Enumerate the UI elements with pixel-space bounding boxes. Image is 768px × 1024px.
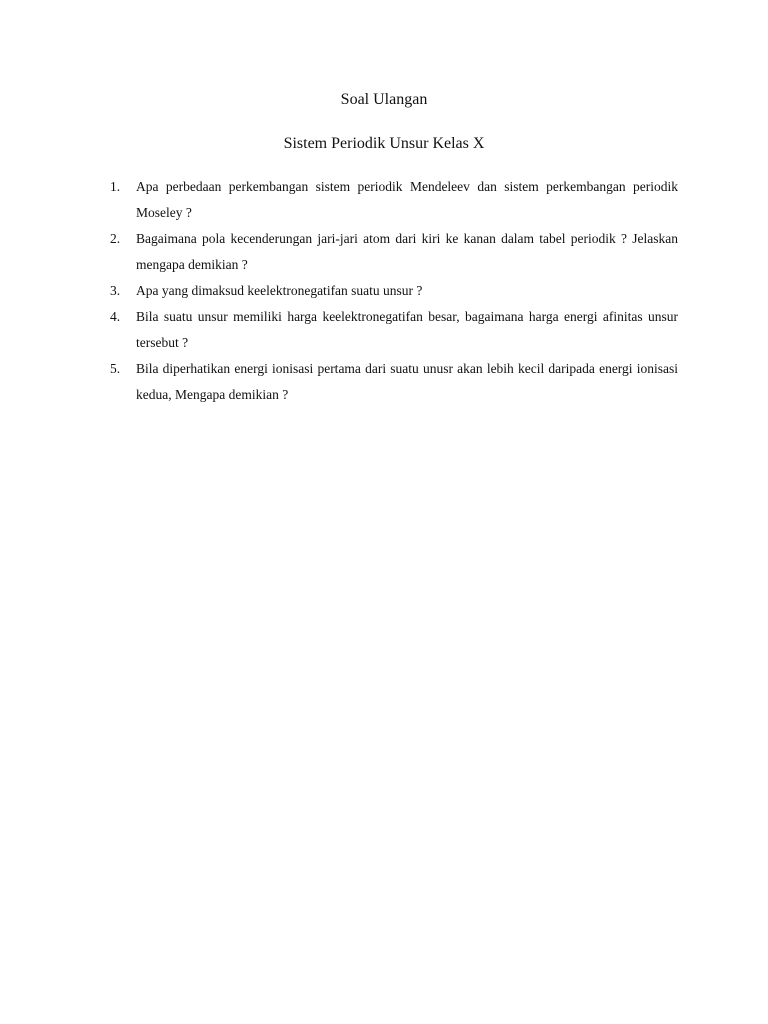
question-item-2 [110,226,678,278]
question-number: 1. [110,179,121,194]
question-item-5 [110,356,678,408]
question-text: Bila diperhatikan energi ionisasi pertama dari suatu unusr akan lebih kecil daripada energi ionisasi kedua, Mengapa demikian ? [136,361,678,402]
question-number: 3. [110,283,121,298]
question-item-4 [110,304,678,356]
question-text: Bila suatu unsur memiliki harga keelektronegatifan besar, bagaimana harga energi afinitas unsur tersebut ? [136,309,678,350]
question-number: 4. [110,309,121,324]
question-list [110,174,678,408]
document-title: Soal Ulangan [340,91,428,108]
question-number: 5. [110,361,121,376]
question-item-1 [110,174,678,226]
question-text: Bagaimana pola kecenderungan jari-jari atom dari kiri ke kanan dalam tabel periodik ? Jelaskan mengapa demikian ? [136,231,678,272]
question-text: Apa perbedaan perkembangan sistem periodik Mendeleev dan sistem perkembangan periodik Moseley ? [136,179,678,220]
document-subtitle: Sistem Periodik Unsur Kelas X [283,135,485,152]
question-text: Apa yang dimaksud keelektronegatifan suatu unsur ? [136,283,423,298]
question-item-3 [110,278,678,304]
question-number: 2. [110,231,121,246]
